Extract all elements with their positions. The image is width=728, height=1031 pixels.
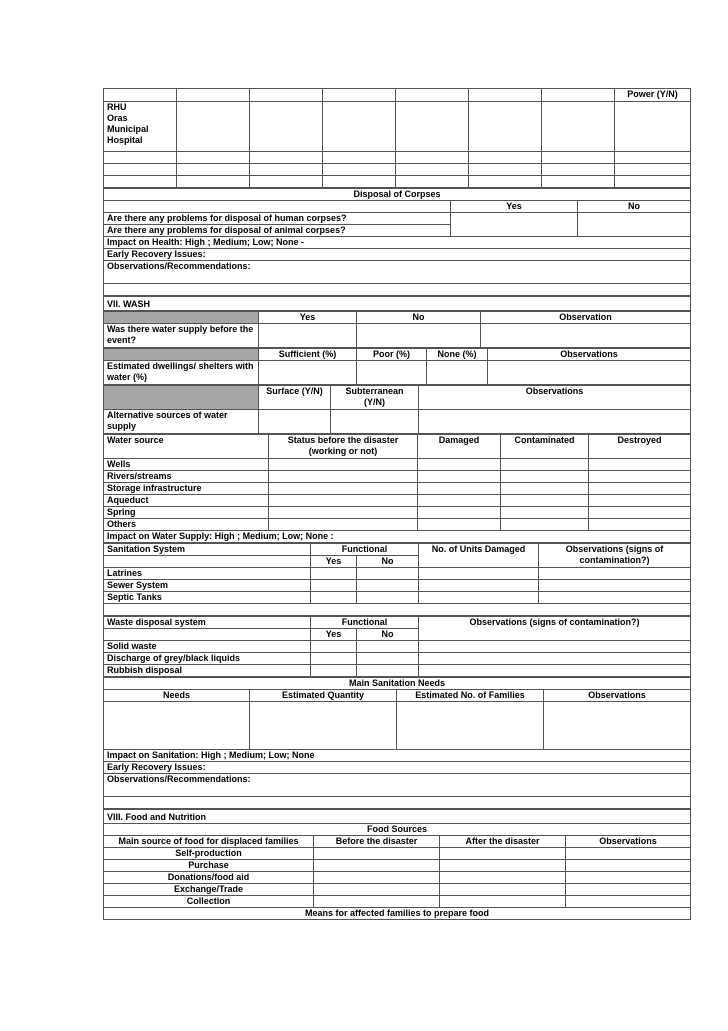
wash-title: VII. WASH: [104, 297, 691, 311]
destroyed-header: Destroyed: [589, 435, 691, 459]
sanitation-table: [103, 543, 691, 616]
main-sanitation-needs-title: Main Sanitation Needs: [104, 678, 691, 690]
food-source-row: Purchase: [104, 860, 314, 872]
facility-line: Hospital: [107, 135, 143, 145]
alternative-sources-label: Alternative sources of water supply: [104, 410, 259, 434]
facility-line: Municipal: [107, 124, 149, 134]
surface-header: Surface (Y/N): [259, 386, 331, 410]
main-source-header: Main source of food for displaced families: [104, 836, 314, 848]
wash-dwellings-table: [103, 348, 691, 385]
sanitation-observations-recs[interactable]: Observations/Recommendations:: [104, 774, 691, 797]
poor-header: Poor (%): [357, 349, 427, 361]
functional-no-header: No: [357, 556, 419, 568]
waste-system-header: Waste disposal system: [104, 617, 311, 629]
wash-supply-table: [103, 311, 691, 348]
waste-row: Discharge of grey/black liquids: [104, 653, 311, 665]
question-human-corpses: Are there any problems for disposal of human corpses?: [104, 213, 451, 225]
facility-line: Oras: [107, 113, 128, 123]
early-recovery-issues[interactable]: Early Recovery Issues:: [104, 249, 691, 261]
human-animal-no-cell[interactable]: [578, 213, 691, 237]
food-observations-header: Observations: [566, 836, 691, 848]
health-facilities-section: [103, 88, 690, 920]
question-water-supply: Was there water supply before the event?: [104, 324, 259, 348]
water-source-row: Others: [104, 519, 269, 531]
waste-disposal-table: [103, 616, 691, 677]
waste-row: Rubbish disposal: [104, 665, 311, 677]
corpses-yes-header: Yes: [451, 201, 578, 213]
subterranean-header: Subterranean (Y/N): [331, 386, 419, 410]
food-source-row: Self-production: [104, 848, 314, 860]
before-disaster-header: Before the disaster: [314, 836, 440, 848]
sanitation-row: Sewer System: [104, 580, 311, 592]
question-dwellings: Estimated dwellings/ shelters with water (%): [104, 361, 259, 385]
functional-header: Functional: [311, 544, 419, 556]
water-source-row: Aqueduct: [104, 495, 269, 507]
water-source-row: Spring: [104, 507, 269, 519]
sanitation-row: Septic Tanks: [104, 592, 311, 604]
food-source-row: Collection: [104, 896, 314, 908]
alt-observations-header: Observations: [419, 386, 691, 410]
est-quantity-header: Estimated Quantity: [250, 690, 397, 702]
health-facilities-table: [103, 88, 691, 188]
supply-observation-header: Observation: [481, 312, 691, 324]
functional-yes-header: Yes: [311, 556, 357, 568]
damaged-header: Damaged: [418, 435, 501, 459]
food-table: [103, 809, 691, 920]
water-source-header: Water source: [104, 435, 269, 459]
corpses-no-header: No: [578, 201, 691, 213]
observations-recommendations[interactable]: Observations/Recommendations:: [104, 261, 691, 284]
impact-on-health[interactable]: Impact on Health: High ; Medium; Low; None -: [104, 237, 691, 249]
food-title: VIII. Food and Nutrition: [104, 810, 691, 824]
food-source-row: Donations/food aid: [104, 872, 314, 884]
corpses-table: [103, 188, 691, 296]
none-header: None (%): [427, 349, 488, 361]
sanitation-early-recovery[interactable]: Early Recovery Issues:: [104, 762, 691, 774]
sanitation-row: Latrines: [104, 568, 311, 580]
needs-observations-header: Observations: [544, 690, 691, 702]
est-families-header: Estimated No. of Families: [397, 690, 544, 702]
waste-row: Solid waste: [104, 641, 311, 653]
waste-functional-header: Functional: [311, 617, 419, 629]
supply-no-header: No: [357, 312, 481, 324]
needs-header: Needs: [104, 690, 250, 702]
water-source-row: Wells: [104, 459, 269, 471]
water-source-table: [103, 434, 691, 543]
water-source-row: Rivers/streams: [104, 471, 269, 483]
dwellings-observations-header: Observations: [488, 349, 691, 361]
food-source-row: Exchange/Trade: [104, 884, 314, 896]
contaminated-header: Contaminated: [501, 435, 589, 459]
after-disaster-header: After the disaster: [440, 836, 566, 848]
wash-alt-sources-table: [103, 385, 691, 434]
sanitation-system-header: Sanitation System: [104, 544, 311, 556]
units-damaged-header: No. of Units Damaged: [419, 544, 539, 568]
status-before-header: Status before the disaster (working or not): [269, 435, 418, 459]
impact-on-sanitation[interactable]: Impact on Sanitation: High ; Medium; Low; None: [104, 750, 691, 762]
impact-water-supply[interactable]: Impact on Water Supply: High ; Medium; Low; None :: [104, 531, 691, 543]
question-animal-corpses: Are there any problems for disposal of animal corpses?: [104, 225, 451, 237]
prepare-food-title: Means for affected families to prepare food: [104, 908, 691, 920]
facility-label: [104, 102, 177, 152]
supply-yes-header: Yes: [259, 312, 357, 324]
wash-header-table: [103, 296, 691, 311]
sufficient-header: Sufficient (%): [259, 349, 357, 361]
water-source-row: Storage infrastructure: [104, 483, 269, 495]
waste-yes-header: Yes: [311, 629, 357, 641]
power-header: Power (Y/N): [615, 89, 691, 102]
sanitation-needs-table: [103, 677, 691, 809]
corpses-title: Disposal of Corpses: [104, 189, 691, 201]
sanitation-observations-header: Observations (signs of contamination?): [539, 544, 691, 568]
waste-no-header: No: [357, 629, 419, 641]
human-animal-yes-cell[interactable]: [451, 213, 578, 237]
facility-line: RHU: [107, 102, 127, 112]
waste-observations-header: Observations (signs of contamination?): [419, 617, 691, 641]
food-sources-title: Food Sources: [104, 824, 691, 836]
